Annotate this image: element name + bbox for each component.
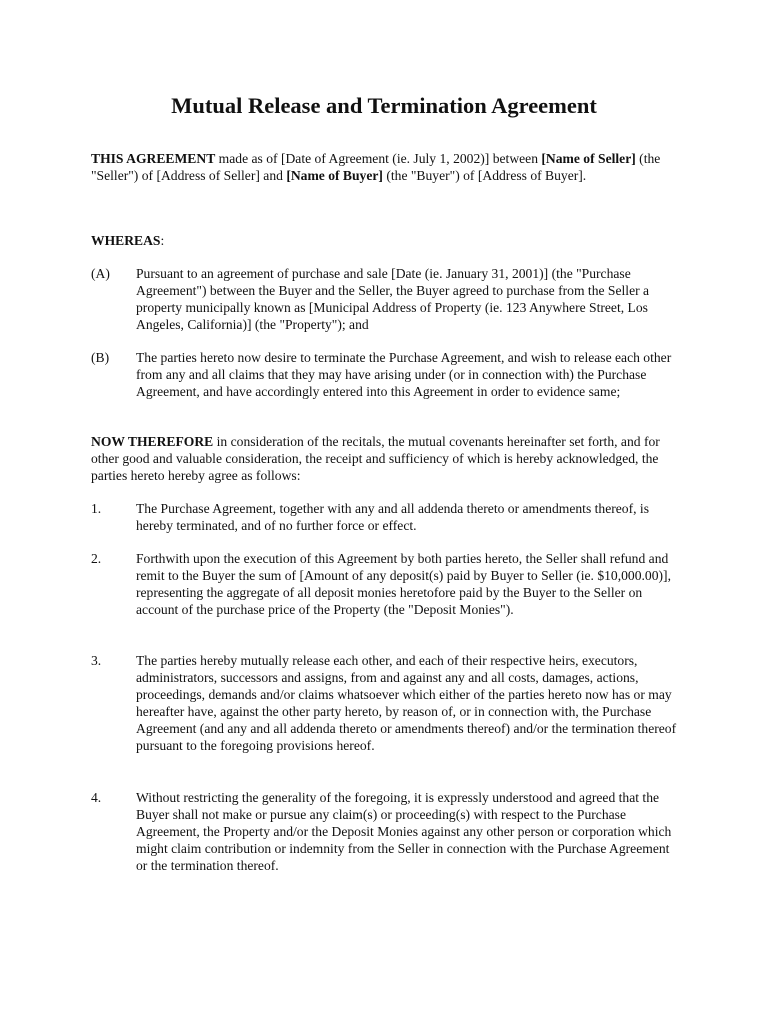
clause-text: Without restricting the generality of the foregoing, it is expressly understood and agreed that the Buyer shall not make or pursue any claim(s) or proceeding(s) with respect to the Purchase Agreement, the Property and/or the Deposit Monies against any other person or corporation which might claim contribution or indemnity from the Seller in connection with the Purchase Agreement or the termination thereof.	[136, 790, 672, 873]
now-therefore-text: in consideration of the recitals, the mutual covenants hereinafter set forth, and for other good and valuable consideration, the receipt and sufficiency of which is hereby acknowledged, the parties hereto hereby agree as follows:	[91, 434, 660, 483]
recital-label: (B)	[91, 350, 110, 365]
now-therefore-lead: NOW THEREFORE	[91, 434, 214, 449]
clause-text: The parties hereby mutually release each other, and each of their respective heirs, executors, administrators, successors and assigns, from and against any and all costs, damages, actions, proceedings, demands and/or claims whatsoever which either of the parties hereto now has or may hereafter have, against the other party hereto, by reason of, or in connection with, the Purchase Agreement (and any and all addenda thereto or amendments thereof) and/or the termination thereof pursuant to the foregoing provisions hereof.	[136, 653, 677, 753]
recital-text: Pursuant to an agreement of purchase and sale [Date (ie. January 31, 2001)] (the "Purchase Agreement") between the Buyer and the Seller, the Buyer agreed to purchase from the Seller a property municipally known as [Municipal Address of Property (ie. 123 Anywhere Street, Los Angeles, California)] (the "Property"); and	[136, 266, 650, 332]
intro-text-2: (the "Seller") of [Address of Seller] and	[91, 151, 661, 183]
whereas-colon: :	[160, 233, 165, 248]
intro-paragraph	[91, 150, 681, 184]
intro-text-1: made as of [Date of Agreement (ie. July 1, 2002)] between	[215, 151, 542, 166]
whereas-label: WHEREAS	[91, 233, 161, 248]
intro-lead: THIS AGREEMENT	[91, 151, 216, 166]
clause-number: 2.	[91, 551, 102, 566]
clause-number: 1.	[91, 501, 102, 516]
recital-text: The parties hereto now desire to terminate the Purchase Agreement, and wish to release each other from any and all claims that they may have arising under (or in connection with) the Purchase Agreement, and have accordingly entered into this Agreement in order to evidence same;	[136, 350, 672, 399]
whereas-heading	[91, 232, 681, 249]
recital-label: (A)	[91, 266, 110, 281]
clause-text: The Purchase Agreement, together with any and all addenda thereto or amendments thereof, is hereby terminated, and of no further force or effect.	[136, 501, 649, 533]
document-title: Mutual Release and Termination Agreement	[171, 93, 597, 118]
now-therefore-paragraph	[91, 433, 681, 484]
intro-text-3: (the "Buyer") of [Address of Buyer].	[382, 168, 587, 183]
clause-text: Forthwith upon the execution of this Agreement by both parties hereto, the Seller shall refund and remit to the Buyer the sum of [Amount of any deposit(s) paid by Buyer to Seller (ie. $10,000.00)], representing the aggregate of all deposit monies heretofore paid by the Buyer to the Seller on account of the purchase price of the Property (the "Deposit Monies").	[136, 551, 671, 617]
buyer-name-placeholder: [Name of Buyer]	[286, 168, 383, 183]
clause-number: 3.	[91, 653, 102, 668]
clause-number: 4.	[91, 790, 102, 805]
seller-name-placeholder: [Name of Seller]	[541, 151, 636, 166]
